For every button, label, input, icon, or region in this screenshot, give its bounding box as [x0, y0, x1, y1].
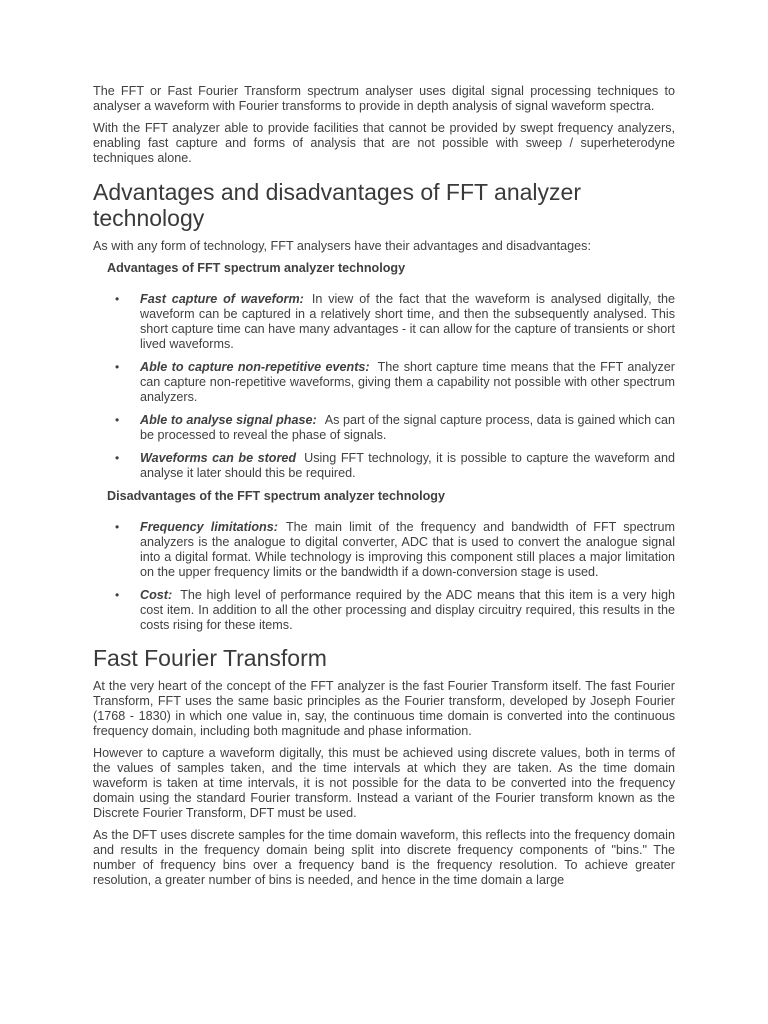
- list-item: [93, 588, 675, 633]
- bullet-icon: •: [115, 588, 120, 602]
- fft-paragraph-1: At the very heart of the concept of the FFT analyzer is the fast Fourier Transform itself. The fast Fourier Transform, FFT uses the same basic principles as the Fourier transform, developed by Joseph Fourier (1768 - 1830) in which one value in, say, the continuous time domain is converted into the continuous frequency domain, including both magnitude and phase information.: [93, 679, 675, 738]
- advantages-list: [93, 292, 675, 481]
- bullet-icon: •: [115, 520, 120, 534]
- list-item: [93, 360, 675, 405]
- bullet-icon: •: [115, 451, 120, 465]
- advantages-subheading: Advantages of FFT spectrum analyzer technology: [107, 261, 406, 275]
- section-heading-fft: Fast Fourier Transform: [93, 645, 327, 671]
- disadvantages-list: [93, 520, 675, 633]
- bullet-icon: •: [115, 292, 120, 306]
- list-item-term: Fast capture of waveform:: [140, 292, 304, 306]
- list-item-term: Able to capture non-repetitive events:: [140, 360, 370, 374]
- disadvantages-subheading: Disadvantages of the FFT spectrum analyzer technology: [107, 489, 446, 503]
- advantages-lead-paragraph: As with any form of technology, FFT analysers have their advantages and disadvantages:: [93, 239, 591, 253]
- list-item: [93, 413, 675, 443]
- list-item: [93, 520, 675, 580]
- list-item-text: In view of the fact that the waveform is analysed digitally, the waveform can be captured in a relatively short time, and then the subsequently analysed. This short capture time can have many advantages - it can allow for the capture of transients or short lived waveforms.: [140, 292, 675, 351]
- list-item-term: Able to analyse signal phase:: [140, 413, 317, 427]
- bullet-icon: •: [115, 360, 120, 374]
- list-item-text: The high level of performance required by the ADC means that this item is a very high cost item. In addition to all the other processing and display circuitry required, this results in the costs rising for these items.: [140, 588, 675, 632]
- list-item-text: As part of the signal capture process, data is gained which can be processed to reveal the phase of signals.: [140, 413, 675, 442]
- list-item: [93, 292, 675, 352]
- list-item-term: Frequency limitations:: [140, 520, 278, 534]
- list-item-text: The short capture time means that the FFT analyzer can capture non-repetitive waveforms, giving them a capability not possible with other spectrum analyzers.: [140, 360, 675, 404]
- list-item: [93, 451, 675, 481]
- section-heading-advantages: Advantages and disadvantages of FFT analyzer technology: [93, 179, 581, 231]
- list-item-text: Using FFT technology, it is possible to capture the waveform and analyse it later should this be required.: [140, 451, 676, 480]
- fft-paragraph-3: As the DFT uses discrete samples for the time domain waveform, this reflects into the frequency domain and results in the frequency domain being split into discrete frequency components of "bins." The number of frequency bins over a frequency band is the frequency resolution. To achieve greater resolution, a greater number of bins is needed, and hence in the time domain a large: [93, 828, 675, 887]
- list-item-term: Waveforms can be stored: [140, 451, 297, 465]
- intro-paragraph-2: With the FFT analyzer able to provide facilities that cannot be provided by swept frequency analyzers, enabling fast capture and forms of analysis that are not possible with sweep / superheterodyne techniques alone.: [93, 121, 675, 165]
- list-item-text: The main limit of the frequency and bandwidth of FFT spectrum analyzers is the analogue to digital converter, ADC that is used to convert the analogue signal into a digital format. While technology is improving this component still places a major limitation on the upper frequency limits or the bandwidth if a down-conversion stage is used.: [140, 520, 675, 579]
- bullet-icon: •: [115, 413, 120, 427]
- intro-paragraph-1: The FFT or Fast Fourier Transform spectrum analyser uses digital signal processing techniques to analyser a waveform with Fourier transforms to provide in depth analysis of signal waveform spectra.: [93, 84, 675, 113]
- fft-paragraph-2: However to capture a waveform digitally, this must be achieved using discrete values, both in terms of the values of samples taken, and the time intervals at which they are taken. As the time domain waveform is taken at time intervals, it is not possible for the data to be converted into the frequency domain using the standard Fourier transform. Instead a variant of the Fourier transform known as the Discrete Fourier Transform, DFT must be used.: [93, 746, 675, 820]
- list-item-term: Cost:: [140, 588, 173, 602]
- document-page: [93, 84, 675, 895]
